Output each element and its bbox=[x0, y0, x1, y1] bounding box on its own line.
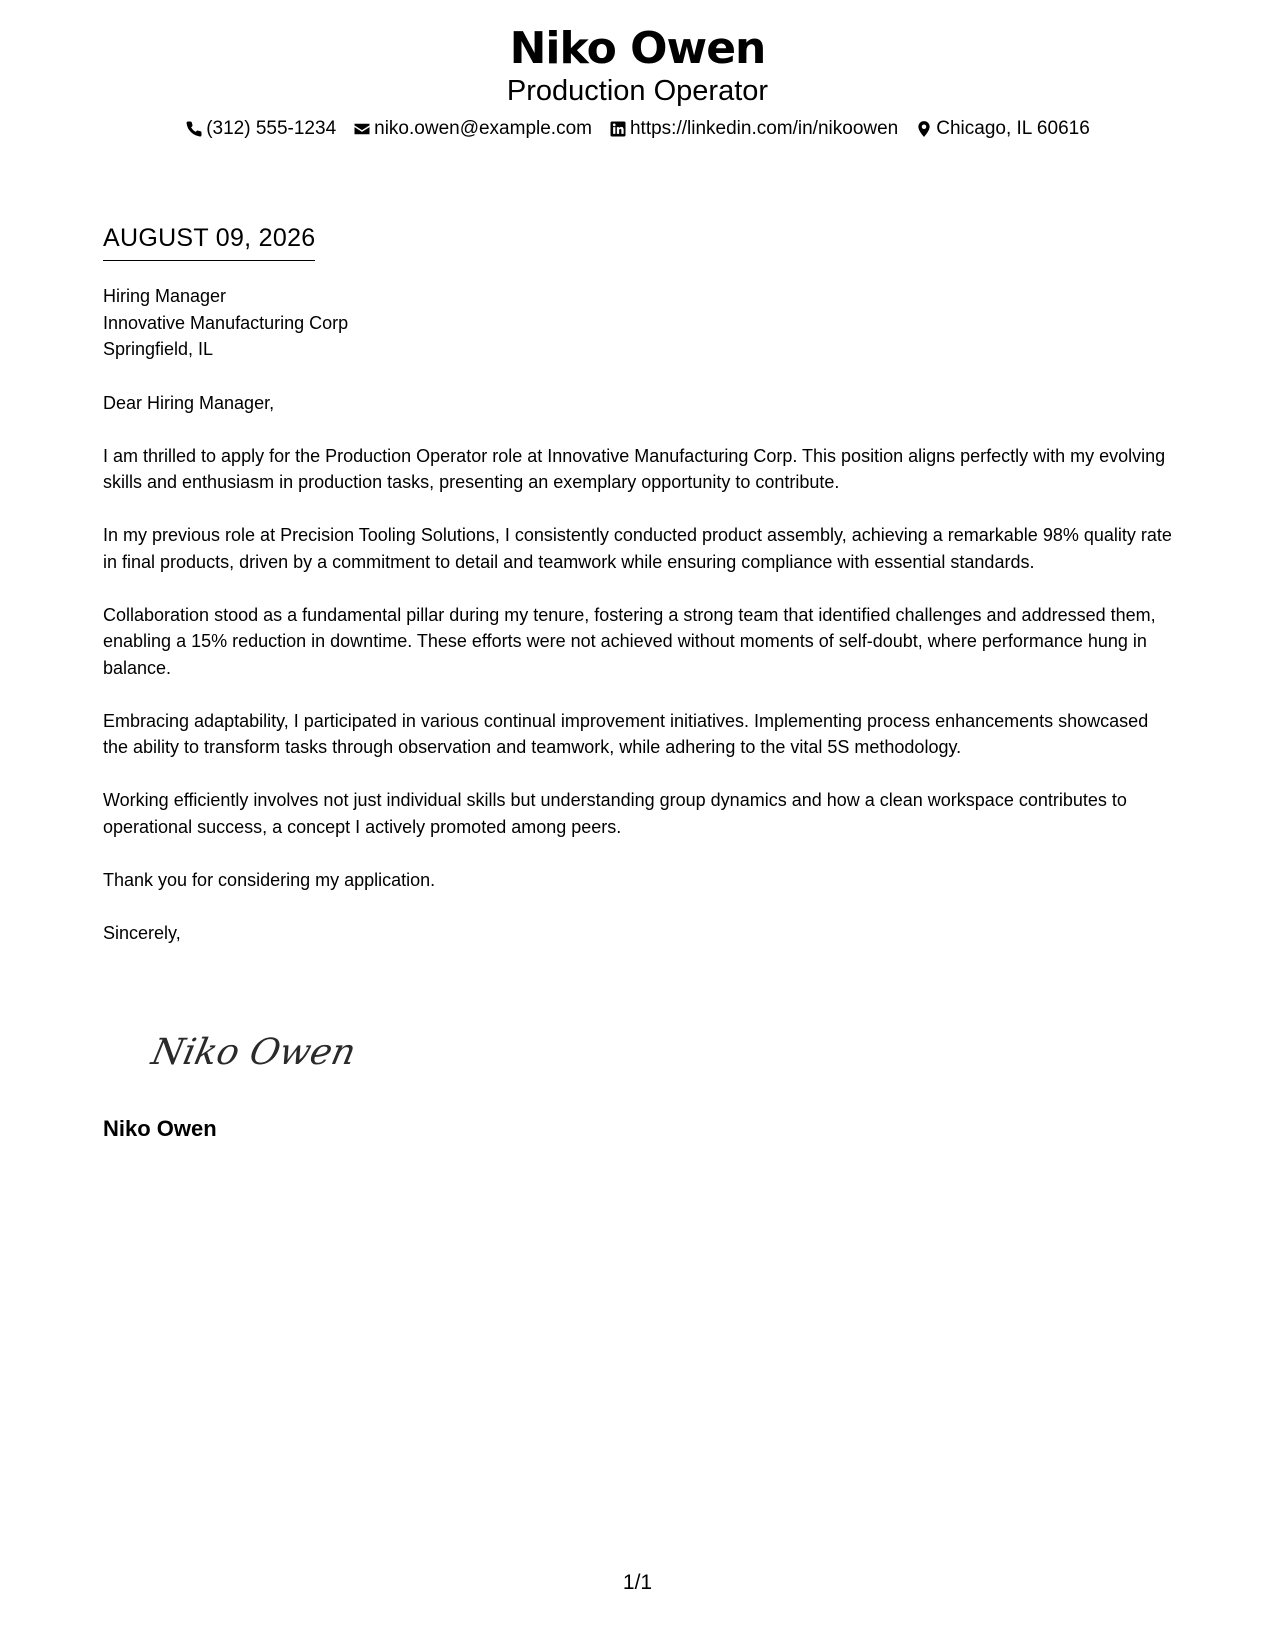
body-paragraph: Working efficiently involves not just individual skills but understanding group dynamics and how a clean workspace contributes to operational success, a concept I actively promoted among peers. bbox=[103, 790, 1127, 837]
recipient-line: Springfield, IL bbox=[103, 339, 214, 359]
map-marker-icon bbox=[915, 120, 933, 138]
closing-line: Sincerely, bbox=[103, 922, 181, 943]
contact-location bbox=[915, 117, 1090, 141]
contact-linkedin[interactable] bbox=[609, 117, 898, 141]
recipient-block bbox=[103, 283, 1178, 363]
letter-date: AUGUST 09, 2026 bbox=[103, 222, 315, 261]
thank-you-line: Thank you for considering my application. bbox=[103, 869, 436, 890]
body-paragraph: In my previous role at Precision Tooling Solutions, I consistently conducted product assembly, achieving a remarkable 98% quality rate in final products, driven by a commitment to detail and teamwork while ensuring compliance with essential standards. bbox=[103, 525, 1172, 572]
signature-image bbox=[148, 1026, 368, 1080]
contact-email[interactable] bbox=[353, 117, 592, 141]
letter-header bbox=[0, 22, 1275, 141]
salutation: Dear Hiring Manager, bbox=[103, 392, 275, 413]
contact-location-text: Chicago, IL 60616 bbox=[936, 118, 1090, 139]
recipient-line: Hiring Manager bbox=[103, 286, 227, 306]
phone-icon bbox=[185, 120, 203, 138]
applicant-name: Niko Owen bbox=[509, 23, 766, 74]
handwritten-signature bbox=[148, 1026, 368, 1080]
signed-name: Niko Owen bbox=[103, 1116, 217, 1141]
envelope-icon bbox=[353, 120, 371, 138]
body-paragraph: Collaboration stood as a fundamental pillar during my tenure, fostering a strong team that identified challenges and addressed them, enabling a 15% reduction in downtime. These efforts were not achieved without moments of self-doubt, where performance hung in balance. bbox=[103, 604, 1156, 678]
contact-email-text[interactable]: niko.owen@example.com bbox=[374, 118, 592, 139]
linkedin-icon bbox=[609, 120, 627, 138]
contact-info-row bbox=[0, 117, 1275, 141]
page-number: 1/1 bbox=[622, 1571, 653, 1594]
recipient-line: Innovative Manufacturing Corp bbox=[103, 312, 349, 333]
contact-phone-text: (312) 555-1234 bbox=[206, 118, 337, 139]
body-paragraph: Embracing adaptability, I participated in various continual improvement initiatives. Implementing process enhancements showcased the ability to transform tasks through observation and teamwork, while adhering to the vital 5S methodology. bbox=[103, 710, 1149, 757]
body-paragraph: I am thrilled to apply for the Production Operator role at Innovative Manufacturing Corp. This position aligns perfectly with my evolving skills and enthusiasm in production tasks, presenting an exemplary opportunity to contribute. bbox=[103, 445, 1166, 492]
contact-linkedin-text[interactable]: https://linkedin.com/in/nikoowen bbox=[629, 118, 899, 139]
letter-body bbox=[103, 283, 1178, 973]
signature-text: Niko Owen bbox=[148, 1030, 360, 1073]
contact-phone bbox=[185, 117, 336, 141]
applicant-job-title: Production Operator bbox=[506, 75, 769, 107]
